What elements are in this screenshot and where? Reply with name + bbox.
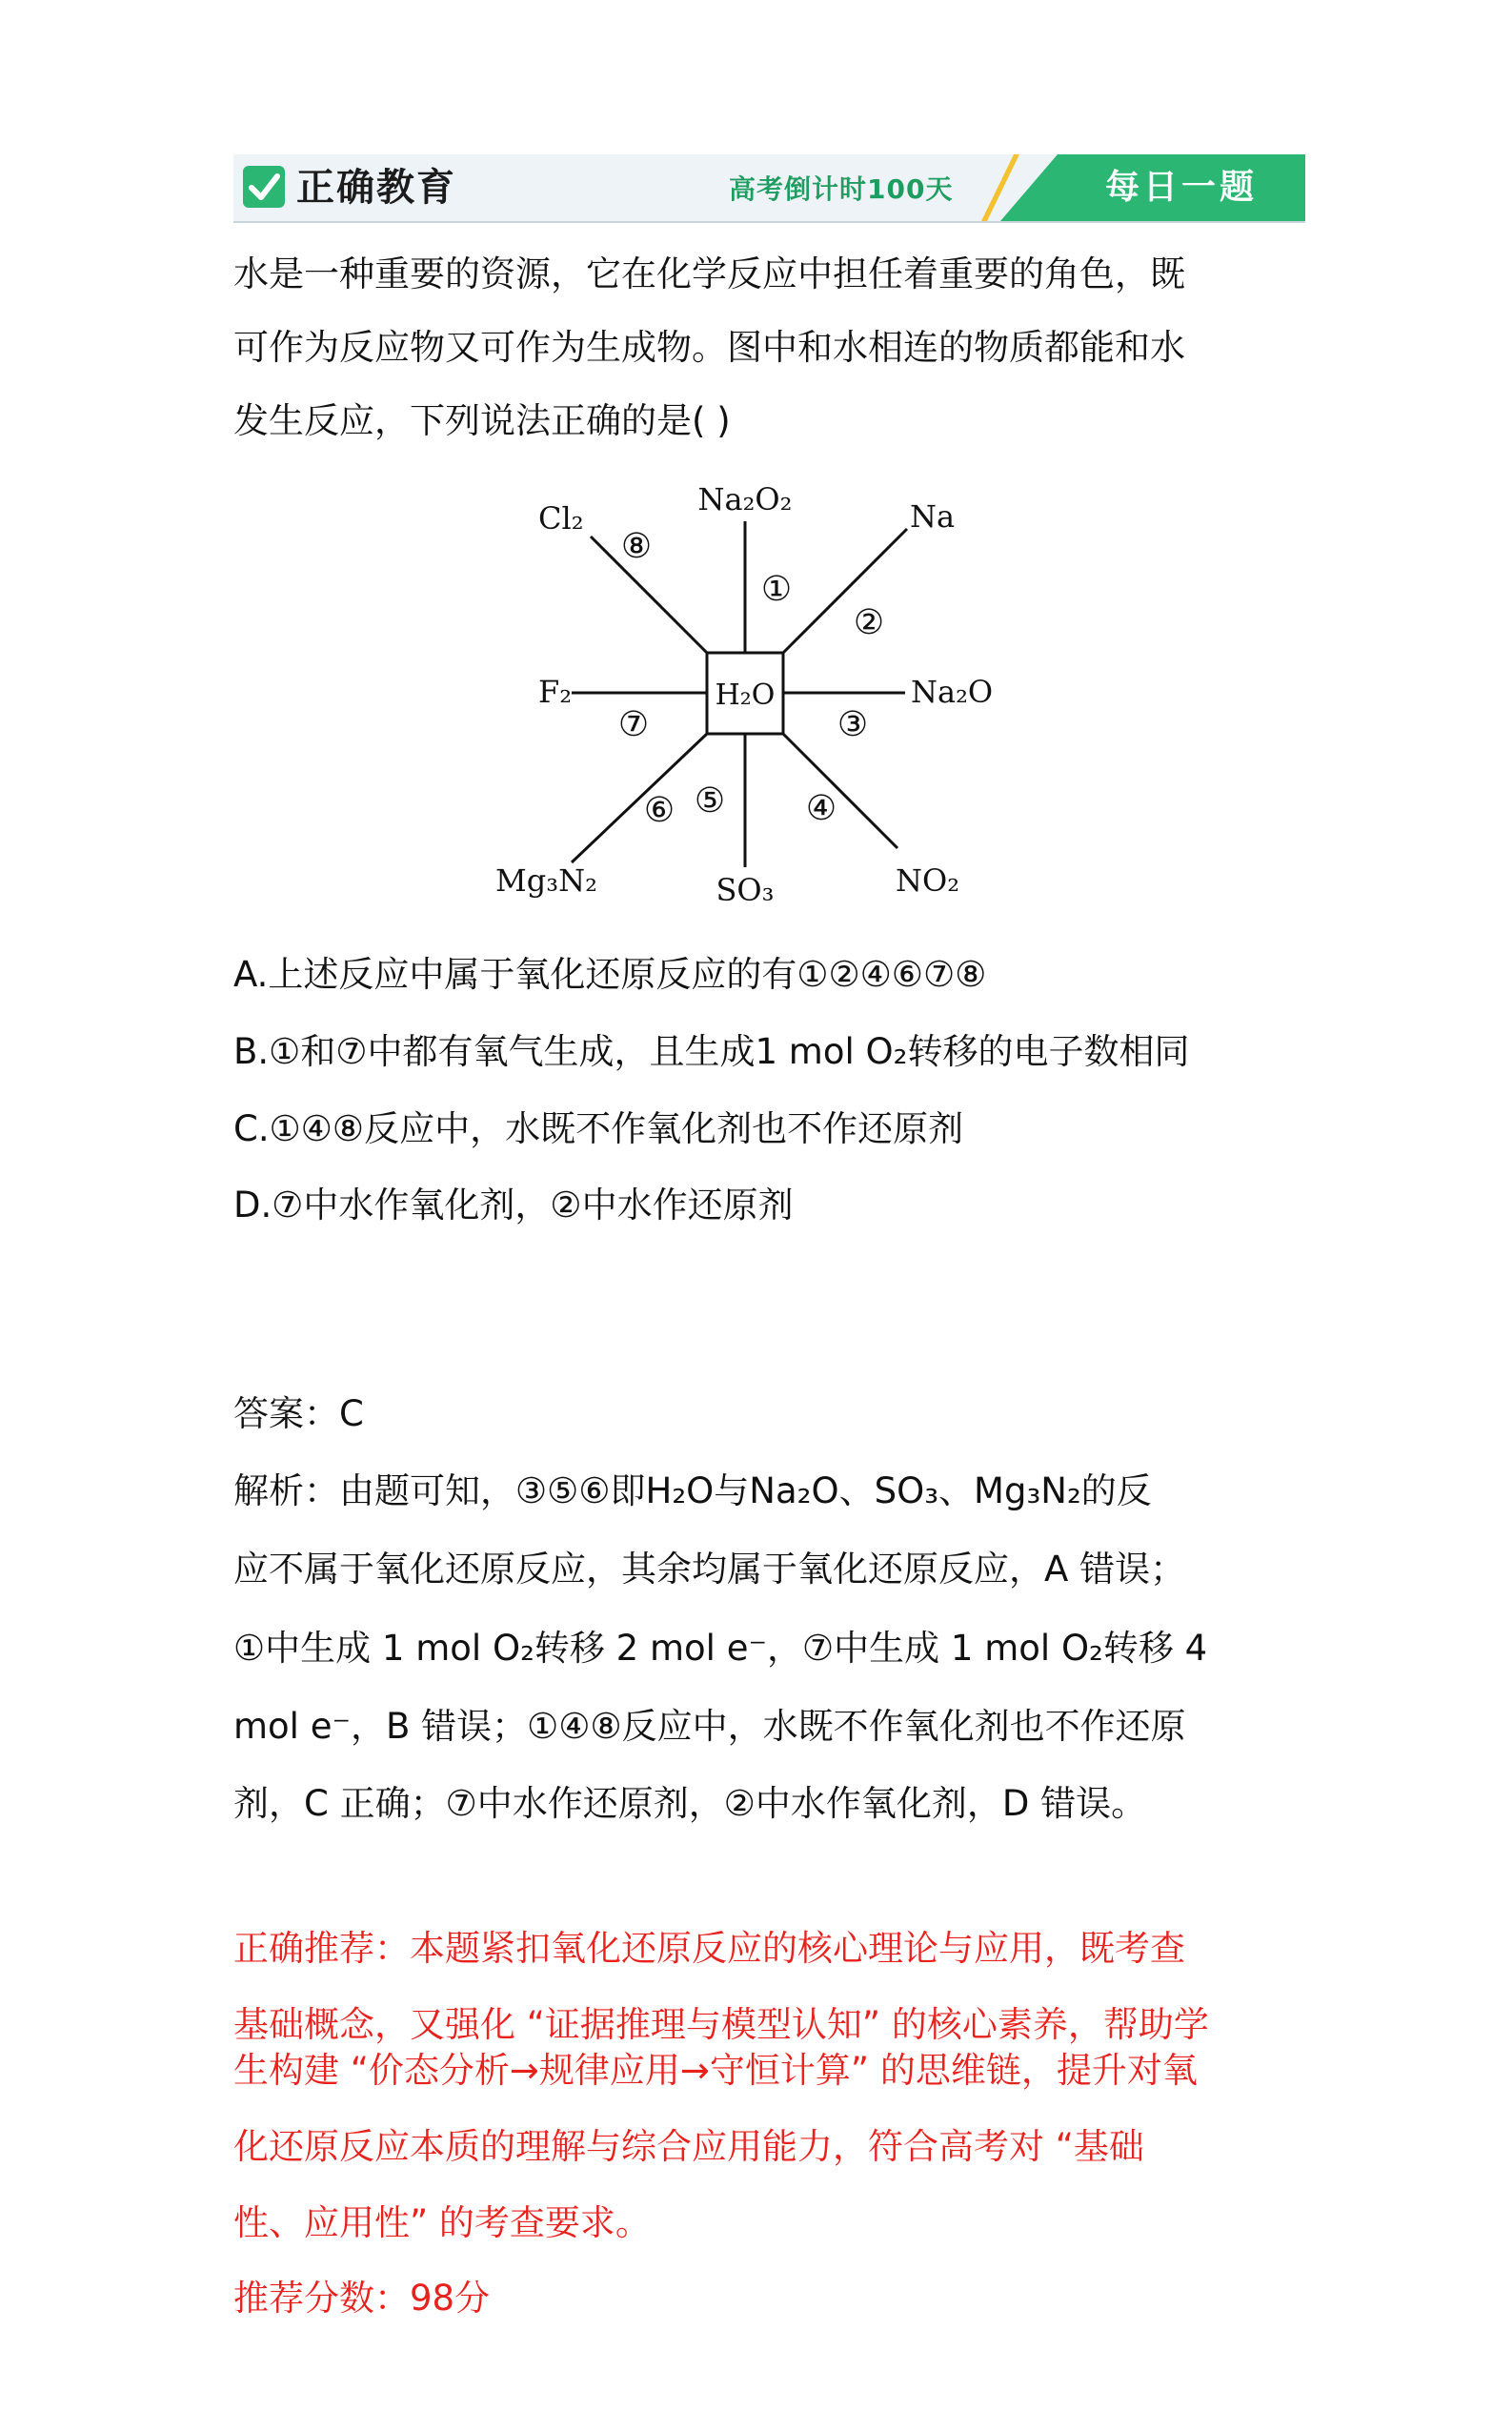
label-cl2: Cl₂	[538, 500, 584, 537]
reaction-3: ③	[837, 705, 869, 744]
analysis-line-5: 剂，C 正确；⑦中水作还原剂，②中水作氧化剂，D 错误。	[233, 1783, 1147, 1824]
reaction-8: ⑧	[620, 527, 653, 566]
header-banner	[233, 154, 1305, 223]
reaction-1: ①	[760, 570, 793, 609]
reaction-7: ⑦	[617, 705, 650, 744]
label-so3: SO₃	[716, 872, 775, 908]
label-na: Na	[910, 498, 956, 535]
line-na	[783, 529, 907, 653]
recommend-line-1: 正确推荐：本题紧扣氧化还原反应的核心理论与应用，既考查	[233, 1928, 1185, 1969]
option-c: C.①④⑧反应中，水既不作氧化剂也不作还原剂	[233, 1108, 964, 1149]
question-line-3: 发生反应，下列说法正确的是( )	[233, 400, 731, 441]
answer-line: 答案：C	[233, 1393, 364, 1434]
check-icon	[243, 166, 285, 208]
water-reaction-diagram	[476, 481, 1010, 920]
option-b: B.①和⑦中都有氧气生成，且生成1 mol O₂转移的电子数相同	[233, 1031, 1190, 1072]
reaction-2: ②	[853, 603, 885, 642]
brand-name: 正确教育	[296, 166, 456, 210]
analysis-line-3: ①中生成 1 mol O₂转移 2 mol e⁻，⑦中生成 1 mol O₂转移 4	[233, 1628, 1208, 1669]
analysis-line-2: 应不属于氧化还原反应，其余均属于氧化还原反应，A 错误；	[233, 1549, 1186, 1590]
label-na2o2: Na₂O₂	[697, 481, 793, 517]
daily-question-label: 每日一题	[1104, 168, 1258, 207]
recommend-line-3: 生构建 “价态分析→规律应用→守恒计算” 的思维链，提升对氧	[233, 2050, 1198, 2091]
option-d: D.⑦中水作氧化剂，②中水作还原剂	[233, 1185, 794, 1226]
label-na2o: Na₂O	[911, 674, 994, 710]
analysis-line-1: 解析：由题可知，③⑤⑥即H₂O与Na₂O、SO₃、Mg₃N₂的反	[233, 1470, 1152, 1511]
analysis-line-4: mol e⁻，B 错误；①④⑧反应中，水既不作氧化剂也不作还原	[233, 1706, 1186, 1747]
line-mg3n2	[572, 734, 707, 862]
center-h2o: H₂O	[715, 679, 776, 712]
line-no2	[783, 734, 897, 848]
question-line-1: 水是一种重要的资源，它在化学反应中担任着重要的角色，既	[233, 253, 1185, 294]
label-mg3n2: Mg₃N₂	[495, 862, 597, 899]
recommend-line-5: 性、应用性” 的考查要求。	[233, 2202, 651, 2243]
reaction-5: ⑤	[694, 781, 726, 820]
label-f2: F₂	[538, 674, 573, 710]
reaction-6: ⑥	[643, 791, 675, 830]
reaction-4: ④	[805, 789, 837, 828]
recommend-line-4: 化还原反应本质的理解与综合应用能力，符合高考对 “基础	[233, 2126, 1144, 2167]
recommend-line-2: 基础概念，又强化 “证据推理与模型认知” 的核心素养，帮助学	[233, 2004, 1209, 2045]
option-a: A.上述反应中属于氧化还原反应的有①②④⑥⑦⑧	[233, 954, 987, 995]
question-line-2: 可作为反应物又可作为生成物。图中和水相连的物质都能和水	[233, 327, 1185, 368]
label-no2: NO₂	[896, 862, 960, 899]
recommend-score: 推荐分数：98分	[233, 2278, 491, 2319]
countdown-text: 高考倒计时100天	[729, 173, 954, 205]
